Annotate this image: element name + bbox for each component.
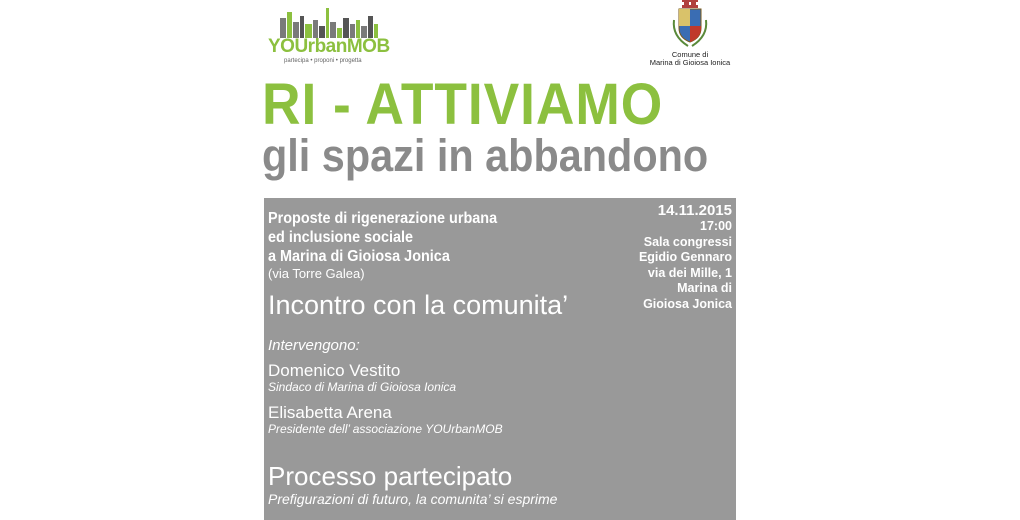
location-note: (via Torre Galea) — [268, 266, 365, 281]
speaker-role: Presidente dell’ associazione YOUrbanMOB — [268, 422, 503, 436]
city-skyline-icon — [280, 8, 378, 38]
process-subtitle: Prefigurazioni di futuro, la comunita’ si esprime — [268, 491, 558, 507]
venue-line: via dei Mille, 1 — [647, 265, 732, 280]
process-title: Processo partecipato — [268, 461, 513, 491]
event-description — [268, 209, 497, 266]
venue-line: Gioiosa Jonica — [643, 296, 732, 311]
coat-of-arms-icon — [670, 0, 710, 50]
speakers-intro: Intervengono: — [268, 337, 360, 354]
comune-logo — [640, 0, 740, 70]
comune-name: Marina di Gioiosa Ionica — [649, 58, 731, 67]
speaker-name: Domenico Vestito — [268, 361, 401, 380]
venue-line: Sala congressi — [643, 234, 732, 249]
logo-brand-text: YOUrbanMOB — [268, 36, 390, 57]
venue-line: Marina di — [677, 281, 732, 295]
description-line: Proposte di rigenerazione urbana — [268, 210, 498, 227]
headline-title: RI - ATTIVIAMO — [262, 72, 664, 137]
yourbanmob-logo — [268, 8, 390, 64]
meeting-title: Incontro con la comunita’ — [268, 290, 569, 320]
logo-tagline: partecipa • proponi • progetta — [284, 58, 362, 64]
event-date-venue — [639, 202, 732, 312]
event-date: 14.11.2015 — [657, 202, 732, 219]
comune-label: Comune di — [671, 50, 709, 59]
event-time: 17:00 — [700, 219, 732, 233]
speaker-role: Sindaco di Marina di Gioiosa Ionica — [268, 380, 457, 394]
description-line: a Marina di Gioiosa Jonica — [268, 248, 450, 265]
venue-line: Egidio Gennaro — [638, 250, 732, 264]
headline-subtitle: gli spazi in abbandono — [262, 130, 709, 181]
speaker-name: Elisabetta Arena — [268, 403, 392, 422]
description-line: ed inclusione sociale — [268, 229, 414, 246]
